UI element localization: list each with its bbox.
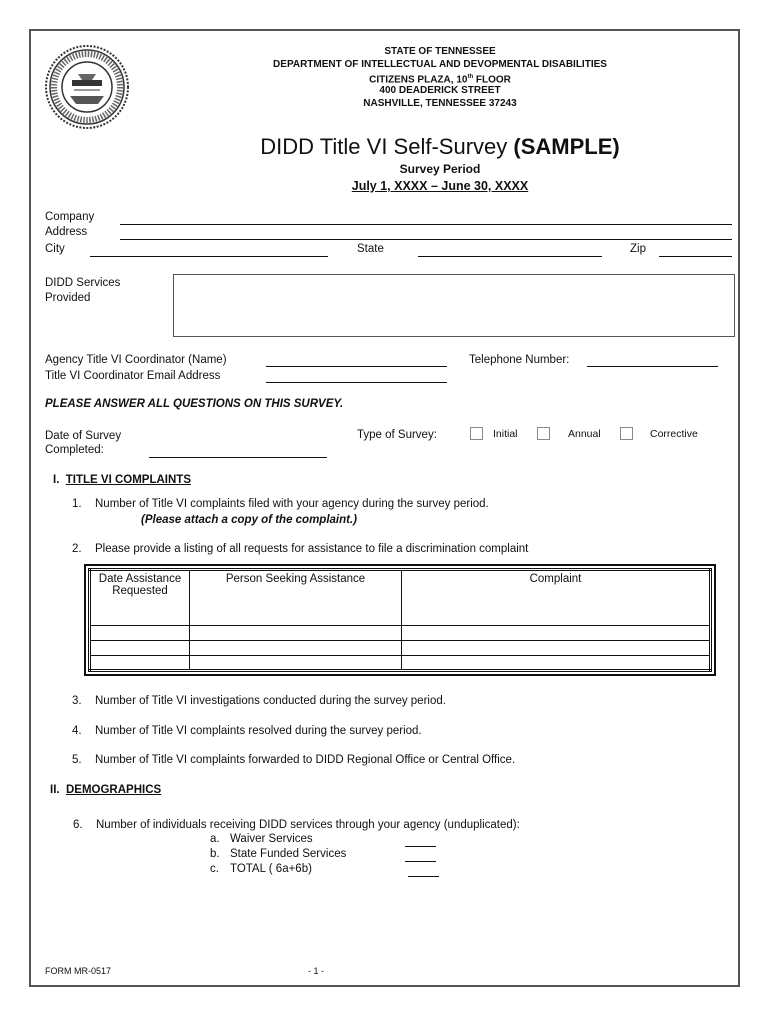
q3-number: 3. <box>72 695 82 707</box>
survey-type-label: Type of Survey: <box>357 429 437 441</box>
annual-option-label: Annual <box>568 428 601 440</box>
assistance-requests-table <box>88 568 712 672</box>
services-provided-textarea[interactable] <box>173 274 735 337</box>
section-1-heading: I. TITLE VI COMPLAINTS <box>53 474 192 486</box>
services-label-2: Provided <box>45 292 91 304</box>
survey-date-label-2: Completed: <box>45 444 104 456</box>
q6b-letter: b. <box>210 848 220 860</box>
company-label: Company <box>45 211 95 223</box>
telephone-label: Telephone Number: <box>469 354 570 366</box>
q6c-letter: c. <box>210 863 219 875</box>
table-header-person: Person Seeking Assistance <box>190 570 402 626</box>
table-cell[interactable] <box>190 656 402 671</box>
initial-checkbox[interactable] <box>470 427 483 440</box>
state-label: State <box>357 243 384 255</box>
page-title: DIDD Title VI Self-Survey (SAMPLE) <box>260 134 620 159</box>
table-cell[interactable] <box>402 656 711 671</box>
q6a-letter: a. <box>210 833 220 845</box>
coordinator-name-field[interactable] <box>266 366 447 367</box>
state-field[interactable] <box>418 256 602 257</box>
q2-text: Please provide a listing of all requests for assistance to file a discrimination complaint <box>95 543 529 555</box>
q6-text: Number of individuals receiving DIDD services through your agency (unduplicated): <box>96 819 520 831</box>
q4-number: 4. <box>72 725 82 737</box>
table-cell[interactable] <box>402 626 711 641</box>
city-field[interactable] <box>90 256 328 257</box>
table-cell[interactable] <box>90 626 190 641</box>
q1-number: 1. <box>72 498 82 510</box>
q4-text: Number of Title VI complaints resolved during the survey period. <box>95 725 422 737</box>
header-plaza: CITIZENS PLAZA, 10th FLOOR <box>369 74 511 86</box>
q5-text: Number of Title VI complaints forwarded to DIDD Regional Office or Central Office. <box>95 754 516 766</box>
table-cell[interactable] <box>90 641 190 656</box>
header-street: 400 DEADERICK STREET <box>379 85 501 96</box>
header-city: NASHVILLE, TENNESSEE 37243 <box>363 98 517 109</box>
corrective-option-label: Corrective <box>650 428 698 440</box>
table-cell[interactable] <box>90 656 190 671</box>
table-header-date: Date Assistance Requested <box>90 570 190 626</box>
q3-text: Number of Title VI investigations conducted during the survey period. <box>95 695 446 707</box>
company-field[interactable] <box>120 224 732 225</box>
table-row <box>90 626 711 641</box>
coordinator-email-field[interactable] <box>266 382 447 383</box>
instruction-text: PLEASE ANSWER ALL QUESTIONS ON THIS SURVEY. <box>45 398 344 410</box>
q6b-field[interactable] <box>405 861 436 862</box>
table-cell[interactable] <box>402 641 711 656</box>
q6a-text: Waiver Services <box>230 833 313 845</box>
table-cell[interactable] <box>190 626 402 641</box>
table-header-complaint: Complaint <box>402 570 711 626</box>
corrective-checkbox[interactable] <box>620 427 633 440</box>
q1-note: (Please attach a copy of the complaint.) <box>141 514 357 526</box>
q6c-text: TOTAL ( 6a+6b) <box>230 863 312 875</box>
table-row <box>90 641 711 656</box>
page-number: - 1 - <box>308 966 325 976</box>
table-row <box>90 656 711 671</box>
q2-number: 2. <box>72 543 82 555</box>
coordinator-name-label: Agency Title VI Coordinator (Name) <box>45 354 227 366</box>
q6a-field[interactable] <box>405 846 436 847</box>
initial-option-label: Initial <box>493 428 518 440</box>
table-cell[interactable] <box>190 641 402 656</box>
address-field[interactable] <box>120 239 732 240</box>
telephone-field[interactable] <box>587 366 718 367</box>
q6-number: 6. <box>73 819 83 831</box>
annual-checkbox[interactable] <box>537 427 550 440</box>
header-state: STATE OF TENNESSEE <box>384 46 496 57</box>
zip-label: Zip <box>630 243 646 255</box>
survey-period-label: Survey Period <box>399 162 481 176</box>
address-label: Address <box>45 226 88 238</box>
q1-text: Number of Title VI complaints filed with your agency during the survey period. <box>95 498 489 510</box>
q5-number: 5. <box>72 754 82 766</box>
survey-date-label-1: Date of Survey <box>45 430 122 442</box>
coordinator-email-label: Title VI Coordinator Email Address <box>45 370 221 382</box>
survey-date-field[interactable] <box>149 457 327 458</box>
form-number: FORM MR-0517 <box>45 966 112 976</box>
section-2-heading: II. DEMOGRAPHICS <box>50 784 162 796</box>
state-seal-logo <box>44 44 130 130</box>
header-department: DEPARTMENT OF INTELLECTUAL AND DEVOPMENTAL DISABILITIES <box>273 59 607 70</box>
services-label-1: DIDD Services <box>45 277 121 289</box>
zip-field[interactable] <box>659 256 732 257</box>
q6c-field[interactable] <box>408 876 439 877</box>
city-label: City <box>45 243 65 255</box>
q6b-text: State Funded Services <box>230 848 347 860</box>
survey-period-dates: July 1, XXXX – June 30, XXXX <box>351 179 529 193</box>
